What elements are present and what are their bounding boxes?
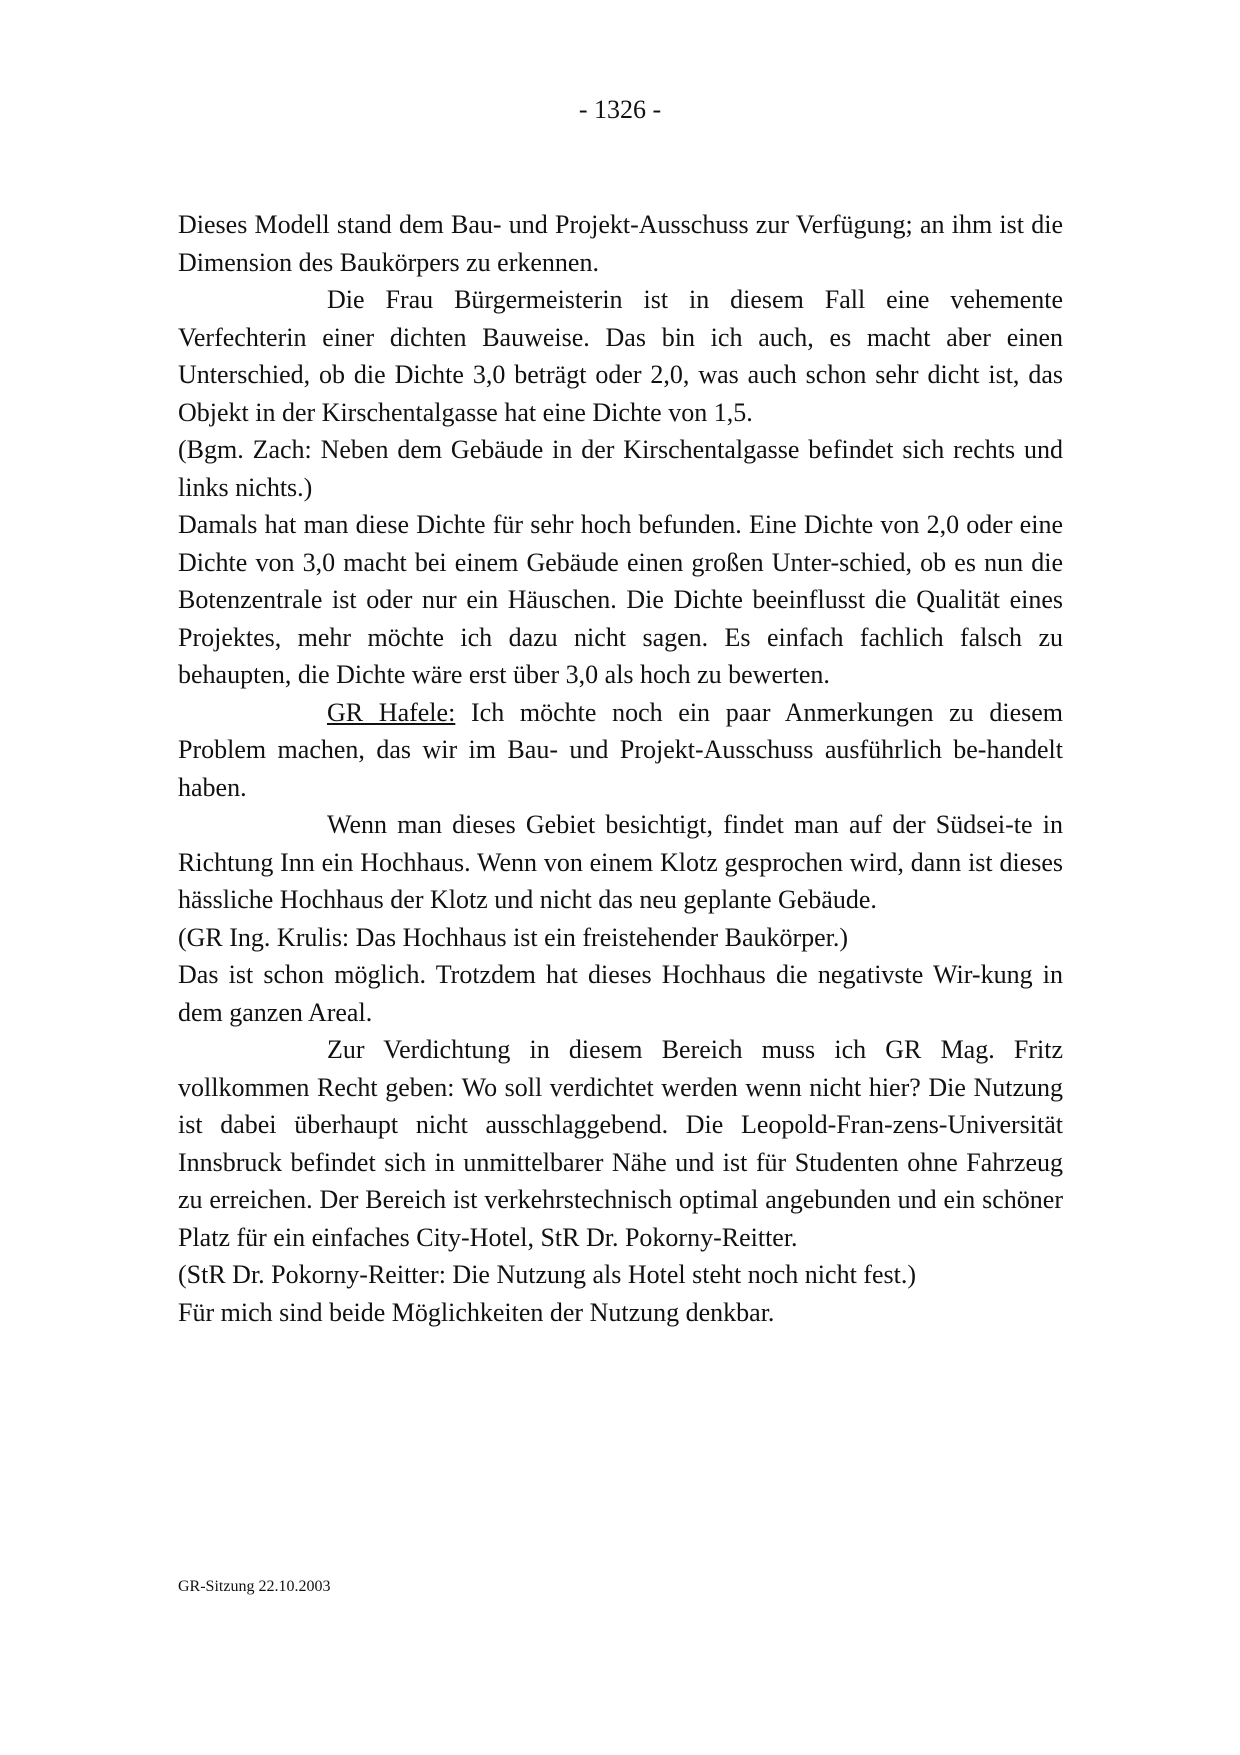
speaker-statement: Ich möchte noch ein paar Anmerkungen zu diesem Problem machen, das wir im Bau- und Projekt-Ausschuss ausführlich be-handelt haben.: [178, 697, 1063, 802]
interjection-gr-krulis: (GR Ing. Krulis: Das Hochhaus ist ein freistehender Baukörper.): [178, 922, 849, 952]
page-number: - 1326 -: [578, 95, 662, 124]
paragraph-gr-hafele: [178, 694, 1063, 807]
interjection-str-pokorny-reitter: (StR Dr. Pokorny-Reitter: Die Nutzung als Hotel steht noch nicht fest.): [178, 1260, 916, 1289]
paragraph-hochhaus: Wenn man dieses Gebiet besichtigt, findet man auf der Südsei-te in Richtung Inn ein Hochhaus. Wenn von einem Klotz gesprochen wird, dann ist dieses hässliche Hochhaus der Klotz und nicht das neu geplante Gebäude.: [178, 810, 1063, 914]
document-body: [178, 206, 1063, 1331]
paragraph-buergermeisterin: Die Frau Bürgermeisterin ist in diesem Fall eine vehemente Verfechterin einer dichten Bauweise. Das bin ich auch, es macht aber einen Unterschied, ob die Dichte 3,0 beträgt oder 2,0, was auch schon sehr dicht ist, das Objekt in der Kirschentalgasse hat eine Dichte von 1,5.: [178, 285, 1063, 427]
paragraph-modell: Dieses Modell stand dem Bau- und Projekt-Ausschuss zur Verfügung; an ihm ist die Dimension des Baukörpers zu erkennen.: [178, 210, 1063, 277]
footer-session-date: GR-Sitzung 22.10.2003: [178, 1578, 331, 1595]
speaker-name: GR Hafele:: [327, 697, 456, 727]
paragraph-verdichtung: Zur Verdichtung in diesem Bereich muss ich GR Mag. Fritz vollkommen Recht geben: Wo soll verdichtet werden wenn nicht hier? Die Nutzung ist dabei überhaupt nicht ausschlaggebend. Die Leopold-Fran-zens-Universität Innsbruck befindet sich in unmittelbarer Nähe und ist für Studenten ohne Fahrzeug zu erreichen. Der Bereich ist verkehrstechnisch optimal angebunden und ein schöner Platz für ein einfaches City-Hotel, StR Dr. Pokorny-Reitter.: [178, 1035, 1063, 1252]
interjection-bgm-zach: (Bgm. Zach: Neben dem Gebäude in der Kirschentalgasse befindet sich rechts und links nichts.): [178, 435, 1063, 502]
paragraph-nutzung: Für mich sind beide Möglichkeiten der Nutzung denkbar.: [178, 1297, 775, 1327]
paragraph-wirkung: Das ist schon möglich. Trotzdem hat dieses Hochhaus die negativste Wir-kung in dem ganzen Areal.: [178, 960, 1063, 1027]
paragraph-dichte: Damals hat man diese Dichte für sehr hoch befunden. Eine Dichte von 2,0 oder eine Dichte von 3,0 macht bei einem Gebäude einen großen Unter-schied, ob es nun die Botenzentrale ist oder nur ein Häuschen. Die Dichte beeinflusst die Qualität eines Projektes, mehr möchte ich dazu nicht sagen. Es einfach fachlich falsch zu behaupten, die Dichte wäre erst über 3,0 als hoch zu bewerten.: [178, 510, 1063, 689]
